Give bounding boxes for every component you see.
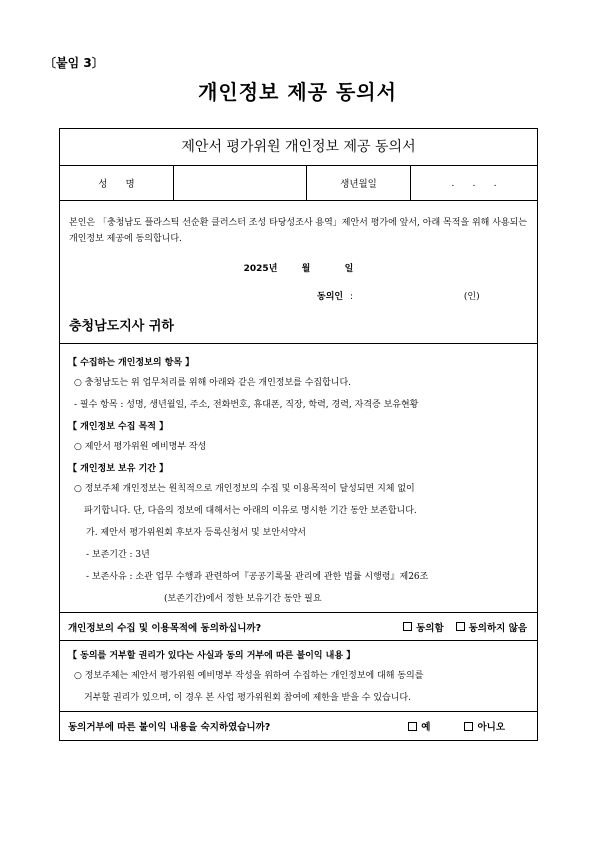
consent-question-text: 개인정보의 수집 및 이용목적에 동의하십니까? [68, 622, 262, 634]
refusal-rights-section [60, 641, 537, 712]
acknowledge-question-text: 동의거부에 따른 불이익 내용을 숙지하였습니까? [68, 722, 271, 733]
retention-reason: - 보존사유 : 소관 업무 수행과 관련하여『공공기록물 관리에 관한 법률 시행령』제26조 [86, 572, 429, 582]
consent-question [60, 613, 537, 641]
consent-statement-section [60, 201, 537, 344]
privacy-details-section [60, 344, 537, 613]
seal-mark: (인) [463, 292, 480, 302]
disagree-checkbox[interactable] [456, 622, 465, 631]
retention-period: - 보존기간 : 3년 [86, 550, 150, 560]
refusal-line: 거부할 권리가 있으며, 이 경우 본 사업 평가위원회 참여에 제한을 받을 수 있습니다. [84, 693, 411, 703]
collection-items-required: - 필수 항목 : 성명, 생년월일, 주소, 전화번호, 휴대폰, 직장, 학력, 경력, 자격증 보유현황 [74, 400, 419, 410]
disagree-label: 동의하지 않음 [468, 622, 527, 634]
yes-checkbox[interactable] [408, 722, 417, 731]
retention-heading: 【 개인정보 보유 기간 】 [68, 464, 169, 474]
no-label: 아니오 [477, 722, 505, 733]
agree-checkbox[interactable] [403, 622, 412, 631]
consent-date [69, 261, 528, 277]
document-title: 개인정보 제공 동의서 [198, 80, 397, 104]
form-title: 제안서 평가위원 개인정보 제공 동의서 [60, 129, 537, 166]
date-day: 일 [344, 264, 354, 274]
retention-reason-cont: (보존기간)에서 정한 보유기간 동안 필요 [164, 594, 322, 604]
collection-purpose-heading: 【 개인정보 수집 목적 】 [68, 422, 169, 432]
retention-line: ○ 정보주체 개인정보는 원칙적으로 개인정보의 수집 및 이용목적이 달성되면 지체 없이 [74, 484, 415, 494]
date-month: 월 [301, 264, 311, 274]
consent-options [403, 620, 537, 634]
addressee: 충청남도지사 귀하 [69, 319, 174, 334]
yes-label: 예 [421, 722, 431, 733]
agree-label: 동의함 [416, 622, 444, 634]
signer-label: 동의인 [317, 292, 344, 302]
refusal-heading: 【 동의를 거부할 권리가 있다는 사실과 동의 거부에 따른 불이익 내용 】 [68, 651, 356, 661]
agree-option[interactable] [403, 620, 444, 634]
acknowledge-options [408, 719, 537, 733]
birth-label: 생년월일 [307, 166, 411, 200]
retention-line: 가. 제안서 평가위원회 후보자 등록신청서 및 보안서약서 [86, 528, 306, 538]
name-label: 성 명 [60, 166, 174, 200]
birth-field[interactable]: . . . [451, 177, 497, 189]
attachment-label: 〔붙임 3〕 [44, 56, 104, 70]
date-year: 2025년 [243, 264, 278, 274]
consent-statement: 본인은 「충청남도 플라스틱 선순환 클러스터 조성 타당성조사 용역」제안서 평가에 앞서, 아래 목적을 위해 사용되는 개인정보 제공에 동의합니다. [69, 218, 527, 244]
consent-form [59, 128, 538, 741]
disagree-option[interactable] [456, 620, 527, 634]
collection-items-line: ○ 충청남도는 위 업무처리를 위해 아래와 같은 개인정보를 수집합니다. [74, 378, 352, 388]
no-checkbox[interactable] [464, 722, 473, 731]
acknowledge-question [60, 712, 537, 740]
collection-items-heading: 【 수집하는 개인정보의 항목 】 [68, 358, 195, 368]
yes-option[interactable] [408, 719, 430, 733]
signer-colon: : [349, 292, 354, 302]
retention-line: 파기합니다. 단, 다음의 정보에 대해서는 아래의 이유로 명시한 기간 동안 보존합니다. [84, 506, 417, 516]
personal-info-row [60, 166, 537, 201]
signer-line [317, 289, 528, 305]
name-field[interactable] [174, 166, 307, 200]
collection-purpose-line: ○ 제안서 평가위원 예비명부 작성 [74, 442, 207, 452]
refusal-line: ○ 정보주체는 제안서 평가위원 예비명부 작성을 위하여 수집하는 개인정보에 대해 동의를 [74, 671, 424, 681]
no-option[interactable] [464, 719, 505, 733]
